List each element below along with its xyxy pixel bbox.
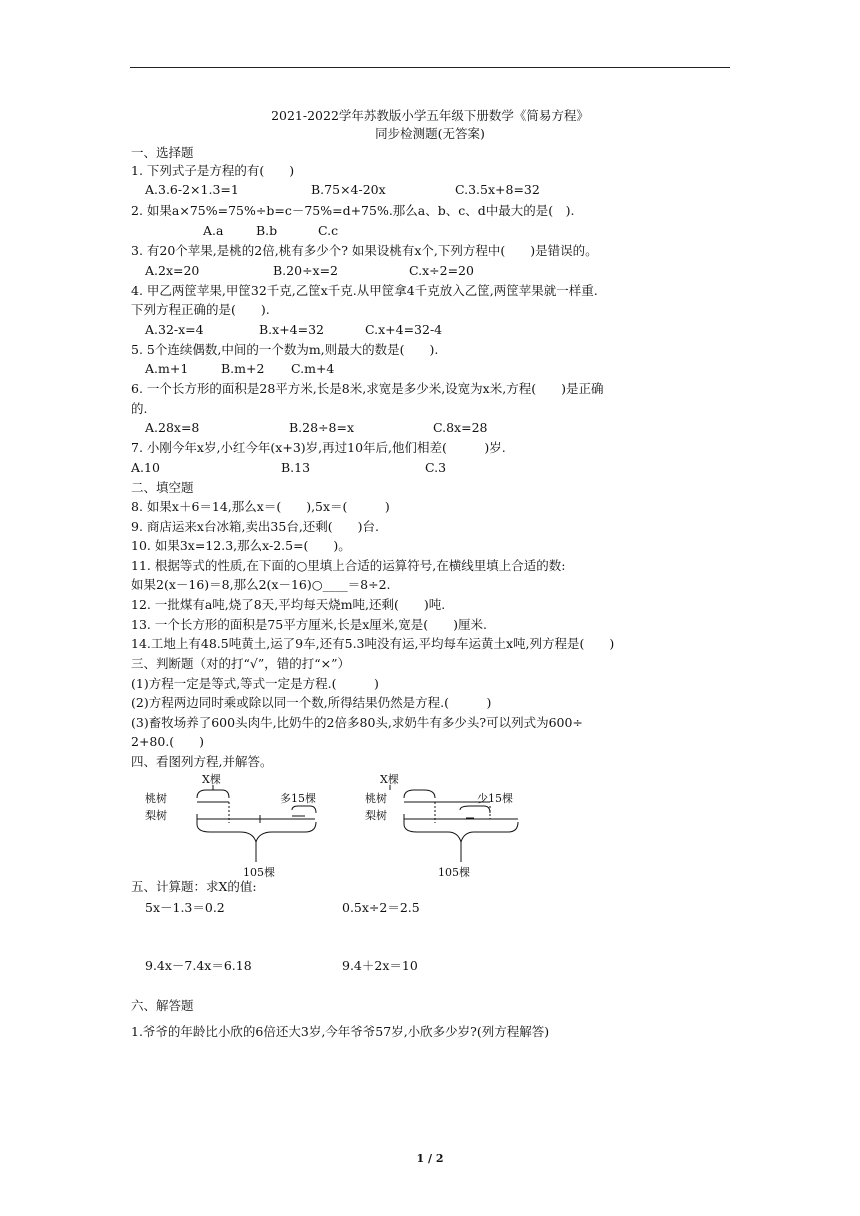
question-11: 11. 根据等式的性质,在下面的○里填上合适的运算符号,在横线里填上合适的数: bbox=[131, 558, 566, 573]
fig2-total-label: 105棵 bbox=[438, 866, 470, 879]
question-10: 10. 如果3x=12.3,那么x-2.5=( )。 bbox=[131, 538, 351, 553]
fig1-total-label: 105棵 bbox=[243, 866, 275, 879]
equation-4: 9.4＋2x＝10 bbox=[342, 958, 418, 973]
answer-question-1: 1.爷爷的年龄比小欣的6倍还大3岁,今年爷爷57岁,小欣多少岁?(列方程解答) bbox=[131, 1024, 550, 1039]
judge-3: (3)畜牧场养了600头肉牛,比奶牛的2倍多80头,求奶牛有多少头?可以列式为600÷ bbox=[131, 715, 583, 730]
q6-option-a: A.28x=8 bbox=[145, 420, 200, 435]
q1-option-b: B.75×4-20x bbox=[311, 182, 386, 197]
fig2-peach-label: 桃树 bbox=[365, 792, 387, 805]
doc-subtitle: 同步检测题(无答案) bbox=[375, 126, 485, 141]
question-8: 8. 如果x＋6＝14,那么x＝( ),5x＝( ) bbox=[131, 499, 390, 514]
question-12: 12. 一批煤有a吨,烧了8天,平均每天烧m吨,还剩( )吨. bbox=[131, 597, 446, 612]
q3-option-a: A.2x=20 bbox=[145, 263, 200, 278]
q3-option-b: B.20÷x=2 bbox=[273, 263, 339, 278]
question-6-cont: 的. bbox=[131, 401, 148, 416]
q2-option-c: C.c bbox=[318, 223, 339, 238]
question-14: 14.工地上有48.5吨黄土,运了9车,还有5.3吨没有运,平均每车运黄土x吨,列方程是( ) bbox=[131, 636, 615, 651]
section-5-heading: 五、计算题：求X的值: bbox=[131, 879, 257, 894]
question-3: 3. 有20个苹果,是桃的2倍,桃有多少个? 如果设桃有x个,下列方程中( )是错误的。 bbox=[131, 243, 598, 258]
fig2-diff-label: 少15棵 bbox=[477, 792, 513, 805]
section-1-heading: 一、选择题 bbox=[131, 145, 194, 160]
question-1: 1. 下列式子是方程的有( ) bbox=[131, 163, 295, 178]
q6-option-c: C.8x=28 bbox=[433, 420, 488, 435]
fig2-pear-label: 梨树 bbox=[365, 809, 387, 822]
judge-3-cont: 2+80.( ) bbox=[131, 734, 205, 749]
q7-option-a: A.10 bbox=[131, 460, 160, 475]
question-2: 2. 如果a×75%=75%÷b=c－75%=d+75%.那么a、b、c、d中最大的是( ). bbox=[131, 203, 575, 218]
q6-option-b: B.28÷8=x bbox=[289, 420, 355, 435]
equation-2: 0.5x÷2＝2.5 bbox=[342, 900, 420, 915]
q2-option-b: B.b bbox=[256, 223, 278, 238]
question-11-cont: 如果2(x－16)＝8,那么2(x－16)○____＝8÷2. bbox=[131, 577, 391, 592]
section-4-heading: 四、看图列方程,并解答。 bbox=[131, 754, 273, 769]
question-4-cont: 下列方程正确的是( ). bbox=[131, 302, 270, 317]
q4-option-c: C.x+4=32-4 bbox=[365, 322, 443, 337]
question-4: 4. 甲乙两筐苹果,甲筐32千克,乙筐x千克.从甲筐拿4千克放入乙筐,两筐苹果就一样重. bbox=[131, 283, 598, 298]
fig1-x-label: X棵 bbox=[202, 773, 221, 786]
q5-option-a: A.m+1 bbox=[145, 361, 189, 376]
section-2-heading: 二、填空题 bbox=[131, 480, 194, 495]
header-rule bbox=[130, 67, 730, 68]
q4-option-a: A.32-x=4 bbox=[145, 322, 204, 337]
q1-option-c: C.3.5x+8=32 bbox=[455, 182, 540, 197]
fig1-peach-label: 桃树 bbox=[145, 792, 167, 805]
section-3-heading: 三、判断题（对的打“√”，错的打“×”） bbox=[131, 656, 351, 671]
question-13: 13. 一个长方形的面积是75平方厘米,长是x厘米,宽是( )厘米. bbox=[131, 617, 487, 632]
question-6: 6. 一个长方形的面积是28平方米,长是8米,求宽是多少米,设宽为x米,方程( )是正确 bbox=[131, 381, 604, 396]
diagram-less-15 bbox=[360, 768, 560, 880]
judge-1: (1)方程一定是等式,等式一定是方程.( ) bbox=[131, 676, 379, 691]
q4-option-b: B.x+4=32 bbox=[259, 322, 325, 337]
equation-1: 5x－1.3＝0.2 bbox=[145, 900, 225, 915]
q3-option-c: C.x÷2=20 bbox=[409, 263, 474, 278]
q1-option-a: A.3.6-2×1.3=1 bbox=[145, 182, 239, 197]
q5-option-b: B.m+2 bbox=[221, 361, 265, 376]
question-9: 9. 商店运来x台冰箱,卖出35台,还剩( )台. bbox=[131, 519, 380, 534]
diagram-more-15 bbox=[140, 768, 340, 880]
fig1-diff-label: 多15棵 bbox=[280, 792, 316, 805]
fig2-x-label: X棵 bbox=[380, 773, 399, 786]
equation-3: 9.4x－7.4x＝6.18 bbox=[145, 958, 252, 973]
q7-option-b: B.13 bbox=[281, 460, 311, 475]
q5-option-c: C.m+4 bbox=[291, 361, 335, 376]
q7-option-c: C.3 bbox=[425, 460, 447, 475]
judge-2: (2)方程两边同时乘或除以同一个数,所得结果仍然是方程.( ) bbox=[131, 695, 492, 710]
q2-option-a: A.a bbox=[203, 223, 224, 238]
fig1-pear-label: 梨树 bbox=[145, 809, 167, 822]
doc-title: 2021-2022学年苏教版小学五年级下册数学《简易方程》 bbox=[271, 108, 589, 123]
question-7: 7. 小刚今年x岁,小红今年(x+3)岁,再过10年后,他们相差( )岁. bbox=[131, 440, 506, 455]
page-number: 1 / 2 bbox=[416, 1152, 444, 1165]
section-6-heading: 六、解答题 bbox=[131, 998, 194, 1013]
question-5: 5. 5个连续偶数,中间的一个数为m,则最大的数是( ). bbox=[131, 342, 439, 357]
